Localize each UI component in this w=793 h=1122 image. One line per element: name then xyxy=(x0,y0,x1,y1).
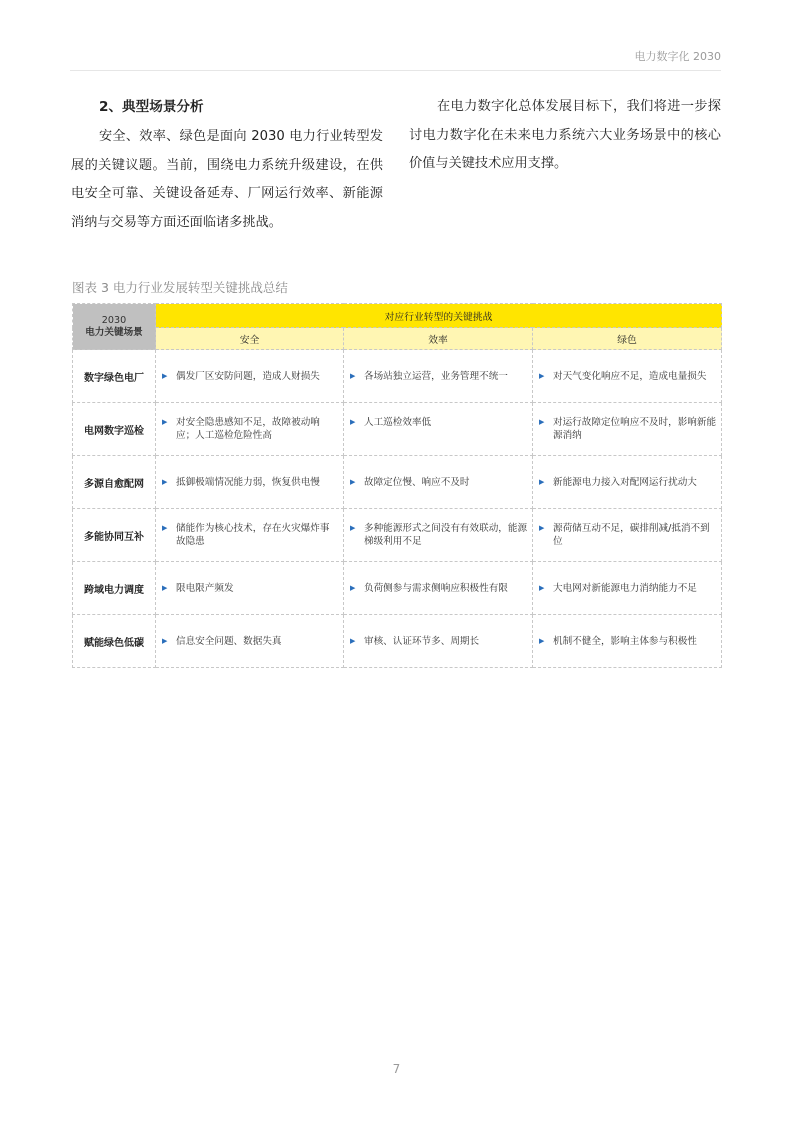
corner-label: 电力关键场景 xyxy=(85,326,143,338)
challenge-cell-green xyxy=(533,615,722,668)
triangle-bullet-icon: ▶ xyxy=(350,636,356,645)
challenge-cell-efficiency xyxy=(344,562,533,615)
challenge-cell-efficiency xyxy=(344,403,533,456)
challenge-cell-efficiency xyxy=(344,615,533,668)
bullet-item xyxy=(156,403,343,442)
challenge-cell-efficiency xyxy=(344,456,533,509)
scene-label: 跨域电力调度 xyxy=(73,562,156,615)
triangle-bullet-icon: ▶ xyxy=(162,524,168,532)
figure-caption: 图表 3 电力行业发展转型关键挑战总结 xyxy=(72,280,288,295)
scene-label: 赋能绿色低碳 xyxy=(73,615,156,668)
bullet-item xyxy=(533,635,721,648)
triangle-bullet-icon: ▶ xyxy=(162,371,168,380)
challenge-text: 负荷侧参与需求侧响应积极性有限 xyxy=(364,582,508,594)
bullet-item xyxy=(533,509,721,548)
table-row xyxy=(73,562,722,615)
challenge-cell-efficiency xyxy=(344,350,533,403)
right-column xyxy=(409,93,721,179)
triangle-bullet-icon: ▶ xyxy=(162,636,168,645)
bullet-item xyxy=(533,403,721,442)
triangle-bullet-icon: ▶ xyxy=(539,371,545,380)
challenge-text: 对运行故障定位响应不及时，影响新能源消纳 xyxy=(553,417,717,441)
challenge-text: 偶发厂区安防问题，造成人财损失 xyxy=(176,370,320,382)
triangle-bullet-icon: ▶ xyxy=(539,418,545,426)
triangle-bullet-icon: ▶ xyxy=(539,583,545,592)
challenge-cell-green xyxy=(533,509,722,562)
challenges-table xyxy=(72,303,722,668)
triangle-bullet-icon: ▶ xyxy=(539,477,545,486)
group-header: 对应行业转型的关键挑战 xyxy=(156,304,722,328)
bullet-item xyxy=(344,582,532,595)
challenge-cell-safety xyxy=(156,562,344,615)
challenge-cell-green xyxy=(533,403,722,456)
challenge-cell-green xyxy=(533,562,722,615)
bullet-item xyxy=(533,582,721,595)
bullet-item xyxy=(156,370,343,383)
table-row xyxy=(73,615,722,668)
column-header-safety: 安全 xyxy=(156,328,344,350)
challenge-text: 多种能源形式之间没有有效联动，能源梯级利用不足 xyxy=(364,523,528,547)
table-row xyxy=(73,509,722,562)
challenge-cell-green xyxy=(533,456,722,509)
challenge-text: 源荷储互动不足，碳排削减/抵消不到位 xyxy=(553,523,710,547)
challenge-text: 限电限产频发 xyxy=(176,582,234,594)
column-header-green: 绿色 xyxy=(533,328,722,350)
challenge-text: 新能源电力接入对配网运行扰动大 xyxy=(553,476,697,488)
triangle-bullet-icon: ▶ xyxy=(539,636,545,645)
page-number: 7 xyxy=(392,1062,401,1076)
challenge-text: 机制不健全，影响主体参与积极性 xyxy=(553,635,697,647)
triangle-bullet-icon: ▶ xyxy=(350,477,356,486)
challenge-cell-safety xyxy=(156,615,344,668)
scene-label: 多能协同互补 xyxy=(73,509,156,562)
bullet-item xyxy=(344,509,532,548)
corner-year: 2030 xyxy=(101,314,127,326)
challenge-text: 审核、认证环节多、周期长 xyxy=(364,635,480,647)
table-corner-header xyxy=(73,304,156,350)
challenge-text: 储能作为核心技术，存在火灾爆炸事故隐患 xyxy=(176,523,330,547)
challenge-text: 抵御极端情况能力弱，恢复供电慢 xyxy=(176,476,320,488)
bullet-item xyxy=(156,476,343,489)
header-title: 电力数字化 2030 xyxy=(634,50,721,63)
challenge-cell-safety xyxy=(156,350,344,403)
bullet-item xyxy=(156,582,343,595)
table-row xyxy=(73,403,722,456)
right-paragraph: 在电力数字化总体发展目标下，我们将进一步探讨电力数字化在未来电力系统六大业务场景中的核心价值与关键技术应用支撑。 xyxy=(409,99,721,171)
bullet-item xyxy=(156,635,343,648)
bullet-item xyxy=(344,476,532,489)
table-body xyxy=(73,350,722,668)
challenge-cell-safety xyxy=(156,403,344,456)
challenge-cell-green xyxy=(533,350,722,403)
bullet-item xyxy=(533,476,721,489)
page-header xyxy=(70,44,721,71)
triangle-bullet-icon: ▶ xyxy=(350,524,356,532)
triangle-bullet-icon: ▶ xyxy=(539,524,545,532)
left-paragraph: 安全、效率、绿色是面向 2030 电力行业转型发展的关键议题。当前，围绕电力系统升级建设，在供电安全可靠、关键设备延寿、厂网运行效率、新能源消纳与交易等方面还面临诸多挑战。 xyxy=(71,129,383,230)
triangle-bullet-icon: ▶ xyxy=(162,477,168,486)
challenge-text: 对天气变化响应不足，造成电量损失 xyxy=(553,370,707,382)
triangle-bullet-icon: ▶ xyxy=(162,583,168,592)
table-row xyxy=(73,456,722,509)
triangle-bullet-icon: ▶ xyxy=(162,418,168,426)
challenge-cell-efficiency xyxy=(344,509,533,562)
scene-label: 电网数字巡检 xyxy=(73,403,156,456)
triangle-bullet-icon: ▶ xyxy=(350,583,356,592)
challenge-text: 故障定位慢、响应不及时 xyxy=(364,476,470,488)
bullet-item xyxy=(344,635,532,648)
triangle-bullet-icon: ▶ xyxy=(350,371,356,380)
scene-label: 数字绿色电厂 xyxy=(73,350,156,403)
challenge-text: 人工巡检效率低 xyxy=(364,417,432,428)
left-column xyxy=(71,93,383,237)
challenge-text: 信息安全问题、数据失真 xyxy=(176,635,282,647)
challenge-text: 大电网对新能源电力消纳能力不足 xyxy=(553,582,697,594)
challenge-text: 各场站独立运营，业务管理不统一 xyxy=(364,370,508,382)
bullet-item xyxy=(533,370,721,383)
section-heading: 2、典型场景分析 xyxy=(99,99,204,115)
challenge-cell-safety xyxy=(156,456,344,509)
challenge-text: 对安全隐患感知不足，故障被动响应；人工巡检危险性高 xyxy=(176,417,320,441)
challenge-cell-safety xyxy=(156,509,344,562)
bullet-item xyxy=(344,403,532,429)
triangle-bullet-icon: ▶ xyxy=(350,418,356,426)
table-row xyxy=(73,350,722,403)
bullet-item xyxy=(156,509,343,548)
scene-label: 多源自愈配网 xyxy=(73,456,156,509)
bullet-item xyxy=(344,370,532,383)
column-header-efficiency: 效率 xyxy=(344,328,533,350)
